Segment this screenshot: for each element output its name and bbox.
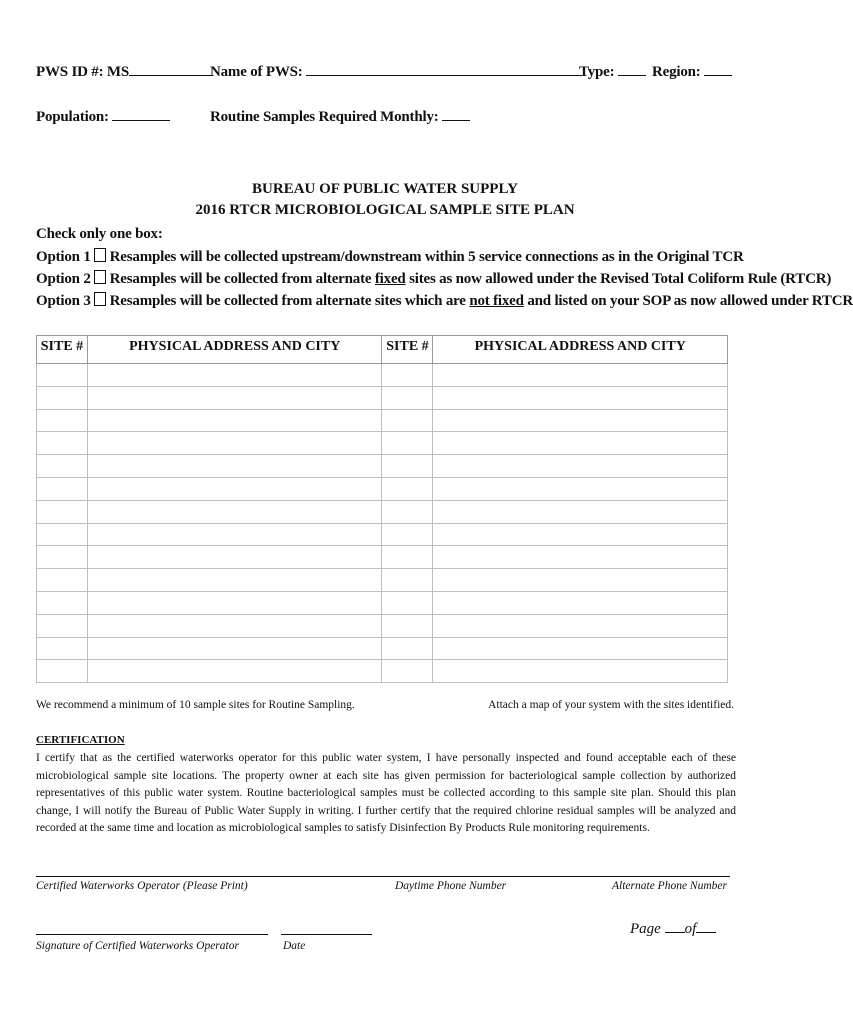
address-cell[interactable]	[87, 364, 382, 387]
table-header-row	[37, 336, 728, 364]
address-cell[interactable]	[87, 409, 382, 432]
pws-id-field	[36, 62, 213, 81]
table-row	[37, 500, 728, 523]
daytime-phone-label: Daytime Phone Number	[395, 880, 507, 892]
address-cell[interactable]	[87, 569, 382, 592]
site-number-cell-2[interactable]	[382, 569, 433, 592]
address-cell[interactable]	[87, 455, 382, 478]
site-number-cell[interactable]	[37, 660, 88, 683]
site-number-cell[interactable]	[37, 432, 88, 455]
type-label: Type:	[579, 64, 615, 80]
table-row	[37, 409, 728, 432]
site-number-cell[interactable]	[37, 569, 88, 592]
site-number-cell-2[interactable]	[382, 477, 433, 500]
table-row	[37, 386, 728, 409]
address-cell-2[interactable]	[433, 409, 728, 432]
site-number-cell-2[interactable]	[382, 364, 433, 387]
table-row	[37, 569, 728, 592]
address-cell-2[interactable]	[433, 432, 728, 455]
page-number-blank[interactable]	[665, 918, 685, 933]
pws-name-blank[interactable]	[306, 62, 582, 76]
table-row	[37, 637, 728, 660]
pws-name-label: Name of PWS:	[210, 64, 303, 80]
site-number-cell[interactable]	[37, 523, 88, 546]
option-2-checkbox[interactable]	[94, 270, 106, 284]
table-row	[37, 660, 728, 683]
signature-line[interactable]	[36, 934, 268, 935]
address-cell-2[interactable]	[433, 660, 728, 683]
page-total-blank[interactable]	[696, 918, 716, 933]
site-number-cell[interactable]	[37, 386, 88, 409]
address-cell[interactable]	[87, 523, 382, 546]
routine-samples-blank[interactable]	[442, 107, 470, 121]
option-2-text-post: sites as now allowed under the Revised Total Coliform Rule (RTCR)	[405, 271, 832, 287]
certification-heading: CERTIFICATION	[36, 734, 125, 746]
pws-id-blank[interactable]	[129, 62, 213, 76]
table-row	[37, 455, 728, 478]
region-label: Region:	[652, 64, 701, 80]
routine-samples-label: Routine Samples Required Monthly:	[210, 109, 439, 125]
date-line[interactable]	[281, 934, 372, 935]
certification-text: I certify that as the certified waterworks operator for this public water system, I have personally inspected and found acceptable each of these microbiological sample site locations. The property owner at each site has given permission for bacteriological sample collection by authorized representatives of this public water system. Routine bacteriological samples must be collected according to this sample site plan. Should this plan change, I will notify the Bureau of Public Water Supply in writing. I further certify that the required chlorine residual samples will be analyzed and recorded at the same time and location as microbiological samples to satisfy Disinfection By Products Rule monitoring requirements.	[36, 752, 736, 835]
site-number-cell[interactable]	[37, 364, 88, 387]
site-number-cell-2[interactable]	[382, 546, 433, 569]
address-cell[interactable]	[87, 477, 382, 500]
site-number-cell-2[interactable]	[382, 409, 433, 432]
population-blank[interactable]	[112, 107, 170, 121]
address-cell-2[interactable]	[433, 386, 728, 409]
address-cell[interactable]	[87, 637, 382, 660]
signature-label: Signature of Certified Waterworks Operator	[36, 940, 239, 952]
table-row	[37, 614, 728, 637]
population-field	[36, 107, 170, 126]
pws-name-field	[210, 62, 582, 81]
address-cell[interactable]	[87, 614, 382, 637]
address-cell[interactable]	[87, 386, 382, 409]
region-blank[interactable]	[704, 62, 732, 76]
site-number-cell[interactable]	[37, 477, 88, 500]
date-label: Date	[283, 940, 306, 952]
table-row	[37, 546, 728, 569]
table-row	[37, 523, 728, 546]
population-label: Population:	[36, 109, 109, 125]
option-3-label: Option 3	[36, 293, 91, 309]
check-instruction: Check only one box:	[36, 226, 163, 242]
site-number-cell-2[interactable]	[382, 591, 433, 614]
site-number-cell-2[interactable]	[382, 386, 433, 409]
table-body	[37, 364, 728, 683]
bureau-title: BUREAU OF PUBLIC WATER SUPPLY	[252, 181, 518, 197]
address-cell[interactable]	[87, 500, 382, 523]
option-2-label: Option 2	[36, 271, 91, 287]
site-number-cell[interactable]	[37, 409, 88, 432]
address-cell-2[interactable]	[433, 591, 728, 614]
address-cell-2[interactable]	[433, 364, 728, 387]
option-3-text-under: not fixed	[469, 293, 524, 309]
table-row	[37, 591, 728, 614]
site-number-cell[interactable]	[37, 455, 88, 478]
site-number-cell[interactable]	[37, 546, 88, 569]
option-2	[36, 270, 831, 288]
address-cell-2[interactable]	[433, 523, 728, 546]
address-cell[interactable]	[87, 591, 382, 614]
address-cell[interactable]	[87, 546, 382, 569]
option-1-label: Option 1	[36, 249, 91, 265]
site-number-cell-2[interactable]	[382, 637, 433, 660]
site-number-cell-2[interactable]	[382, 614, 433, 637]
address-cell-2[interactable]	[433, 546, 728, 569]
operator-print-label: Certified Waterworks Operator (Please Print)	[36, 880, 248, 892]
plan-title: 2016 RTCR MICROBIOLOGICAL SAMPLE SITE PLAN	[195, 202, 575, 218]
attach-map-note: Attach a map of your system with the sites identified.	[488, 699, 734, 711]
address-cell-2[interactable]	[433, 614, 728, 637]
option-1-text: Resamples will be collected upstream/downstream within 5 service connections as in the Original TCR	[109, 249, 744, 265]
site-number-cell[interactable]	[37, 637, 88, 660]
option-1-checkbox[interactable]	[94, 248, 106, 262]
address-header-2: PHYSICAL ADDRESS AND CITY	[433, 336, 728, 364]
region-field	[652, 62, 732, 81]
address-cell-2[interactable]	[433, 477, 728, 500]
of-label: of	[684, 921, 697, 937]
site-number-header-2: SITE #	[382, 336, 433, 364]
sample-site-table	[36, 335, 728, 683]
page-label: Page	[630, 921, 661, 937]
address-header: PHYSICAL ADDRESS AND CITY	[87, 336, 382, 364]
address-cell[interactable]	[87, 660, 382, 683]
address-cell-2[interactable]	[433, 637, 728, 660]
option-2-text-pre: Resamples will be collected from alternate	[109, 271, 375, 287]
table-row	[37, 432, 728, 455]
recommend-note: We recommend a minimum of 10 sample sites for Routine Sampling.	[36, 699, 355, 711]
operator-print-line[interactable]	[36, 876, 730, 877]
site-number-cell-2[interactable]	[382, 660, 433, 683]
site-number-cell-2[interactable]	[382, 500, 433, 523]
site-number-header: SITE #	[37, 336, 88, 364]
page-number	[630, 918, 716, 938]
option-3-text-pre: Resamples will be collected from alternate sites which are	[109, 293, 470, 309]
option-3-text-post: and listed on your SOP as now allowed under RTCR	[523, 293, 853, 309]
pws-id-label: PWS ID #: MS	[36, 64, 130, 80]
site-number-cell[interactable]	[37, 591, 88, 614]
site-number-cell[interactable]	[37, 614, 88, 637]
option-3	[36, 292, 853, 310]
site-number-cell-2[interactable]	[382, 455, 433, 478]
site-number-cell-2[interactable]	[382, 432, 433, 455]
site-number-cell-2[interactable]	[382, 523, 433, 546]
type-blank[interactable]	[618, 62, 646, 76]
address-cell[interactable]	[87, 432, 382, 455]
table-row	[37, 364, 728, 387]
option-3-checkbox[interactable]	[94, 292, 106, 306]
type-field	[579, 62, 646, 81]
address-cell-2[interactable]	[433, 569, 728, 592]
routine-samples-field	[210, 107, 470, 126]
table-row	[37, 477, 728, 500]
site-number-cell[interactable]	[37, 500, 88, 523]
address-cell-2[interactable]	[433, 500, 728, 523]
address-cell-2[interactable]	[433, 455, 728, 478]
option-2-text-under: fixed	[374, 271, 406, 287]
option-1	[36, 248, 744, 266]
alternate-phone-label: Alternate Phone Number	[612, 880, 727, 892]
